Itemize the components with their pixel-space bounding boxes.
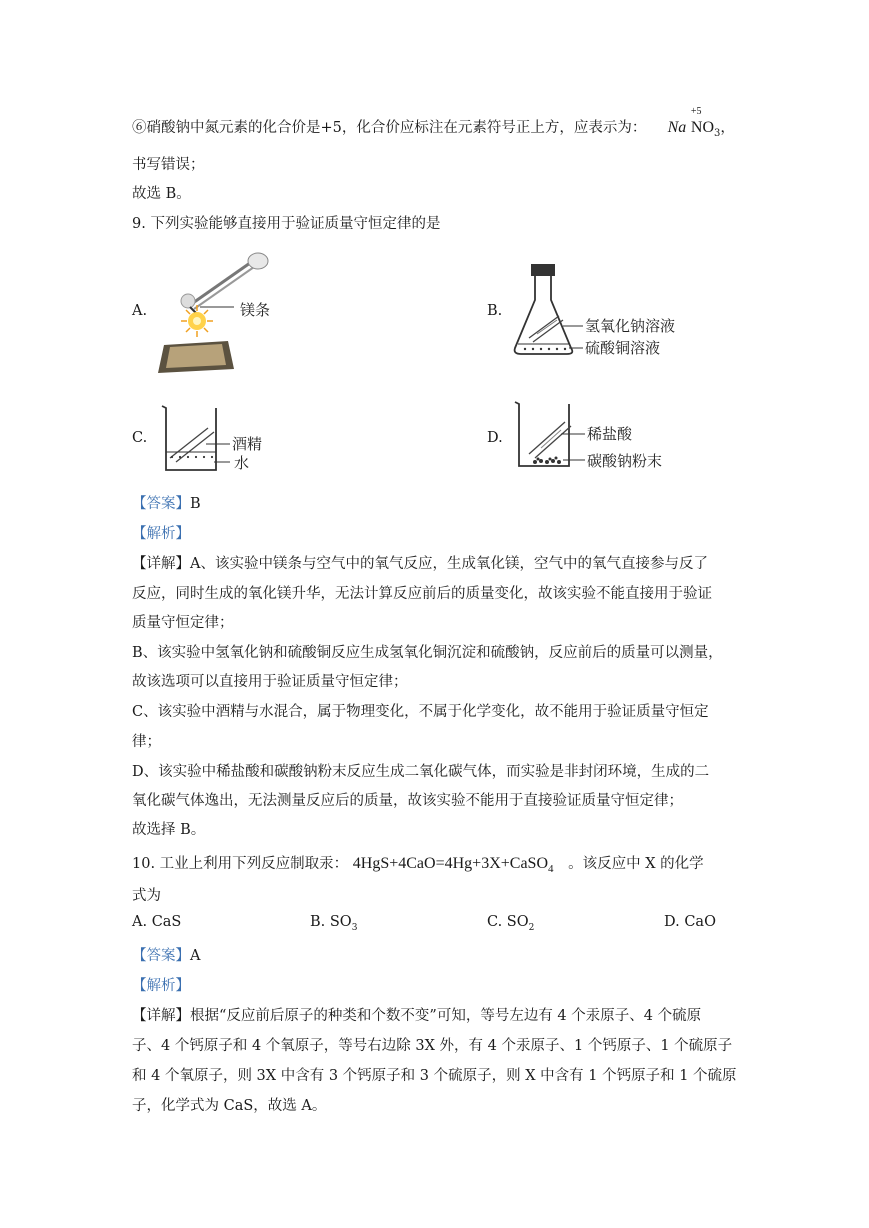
option-b-caption-2: 硫酸铜溶液: [585, 339, 661, 357]
detail-tag: 【详解】: [132, 556, 190, 572]
option-c-figure: [150, 400, 280, 480]
detail-line: 反应，同时生成的氧化镁升华，无法计算反应前后的质量变化，故该实验不能直接用于验证: [132, 586, 712, 602]
stem-text: 。该反应中 X 的化学: [568, 856, 704, 872]
stem-text: 10. 工业上利用下列反应制取汞：: [132, 856, 349, 872]
option-subscript: 3: [351, 922, 358, 933]
question-10-stem-2: 式为: [132, 888, 161, 904]
option-subscript: 2: [528, 922, 535, 933]
text-line: 故选 B。: [132, 186, 191, 202]
option-d-caption-1: 稀盐酸: [587, 425, 633, 443]
option-a-caption: 镁条: [240, 301, 271, 319]
detail-line: 故该选项可以直接用于验证质量守恒定律；: [132, 674, 408, 690]
detail-text: 根据“反应前后原子的种类和个数不变”可知，等号左边有 4 个汞原子、4 个硫原: [190, 1008, 702, 1024]
q10-option-d: D. CaO: [664, 914, 716, 930]
formula-subscript: 4: [548, 862, 554, 875]
detail-line: [132, 1004, 701, 1025]
answer-line: [132, 492, 201, 513]
reaction-formula: 4HgS+4CaO=4Hg+3X+CaSO: [352, 855, 548, 872]
detail-line: 子，化学式为 CaS，故选 A。: [132, 1098, 327, 1114]
valence-superscript: +5: [690, 106, 702, 117]
option-c-caption-2: 水: [234, 454, 250, 472]
option-d-caption-2: 碳酸钠粉末: [587, 452, 663, 470]
detail-line: D、该实验中稀盐酸和碳酸钠粉末反应生成二氧化碳气体，而实验是非封闭环境，生成的二: [132, 764, 710, 780]
option-text: C. SO: [487, 914, 529, 930]
option-a-label: A.: [132, 303, 148, 319]
option-a-figure: [150, 245, 290, 375]
q10-option-a: A. CaS: [132, 914, 182, 930]
answer-value: B: [190, 496, 201, 512]
detail-line: B、该实验中氢氧化钠和硫酸铜反应生成氢氧化铜沉淀和硫酸钠，反应前后的质量可以测量，: [132, 645, 723, 661]
detail-line: 故选择 B。: [132, 822, 206, 838]
q10-option-b: [310, 914, 357, 933]
detail-line: 子、4 个钙原子和 4 个氧原子，等号右边除 3X 外，有 4 个汞原子、1 个钙原子、1 个硫原子: [132, 1038, 733, 1054]
question-10-stem: [132, 852, 704, 875]
formula-o: O: [702, 119, 714, 136]
detail-line: 质量守恒定律；: [132, 615, 234, 631]
text-line: 书写错误；: [132, 157, 205, 173]
answer-line: [132, 944, 200, 965]
detail-line: 氧化碳气体逸出，无法测量反应后的质量，故该实验不能用于直接验证质量守恒定律；: [132, 793, 683, 809]
text-segment: ⑥硝酸钠中氮元素的化合价是+5，化合价应标注在元素符号正上方，应表示为：: [132, 120, 647, 136]
detail-line: 和 4 个氧原子，则 3X 中含有 3 个钙原子和 3 个硫原子，则 X 中含有 1 个钙原子和 1 个硫原: [132, 1068, 737, 1084]
detail-line: 律；: [132, 734, 161, 750]
analysis-tag: 【解析】: [132, 978, 190, 994]
question-9-stem: 9. 下列实验能够直接用于验证质量守恒定律的是: [132, 216, 441, 232]
option-b-label: B.: [487, 303, 503, 319]
text-segment: ，: [720, 120, 735, 136]
text-line: [132, 106, 735, 139]
option-c-caption-1: 酒精: [232, 435, 263, 453]
formula-na: Na: [667, 119, 687, 136]
option-text: B. SO: [310, 914, 352, 930]
detail-line: [132, 552, 708, 573]
detail-text: A、该实验中镁条与空气中的氧气反应，生成氧化镁，空气中的氧气直接参与反了: [190, 556, 708, 572]
answer-tag: 【答案】: [132, 948, 190, 964]
formula-subscript: 3: [714, 127, 721, 139]
option-c-label: C.: [132, 430, 148, 446]
option-d-figure: [505, 396, 695, 480]
option-b-figure: [505, 262, 695, 362]
option-d-label: D.: [487, 430, 503, 446]
detail-tag: 【详解】: [132, 1008, 190, 1024]
option-b-caption-1: 氢氧化钠溶液: [585, 317, 676, 335]
answer-tag: 【答案】: [132, 496, 190, 512]
answer-value: A: [190, 948, 201, 964]
q10-option-c: [487, 914, 534, 933]
detail-line: C、该实验中酒精与水混合，属于物理变化，不属于化学变化，故不能用于验证质量守恒定: [132, 704, 709, 720]
analysis-tag: 【解析】: [132, 526, 190, 542]
formula-n: N: [690, 119, 703, 136]
